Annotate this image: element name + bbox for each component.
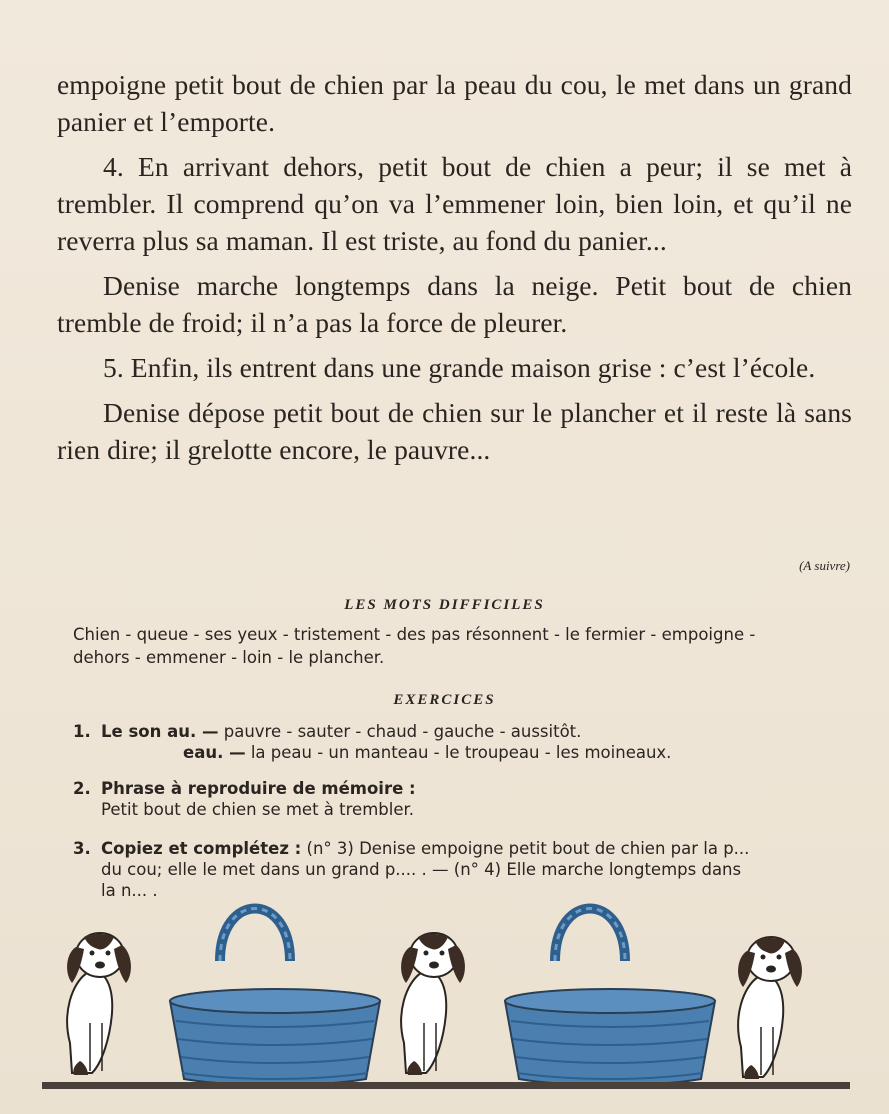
story-paragraph: 4. En arrivant dehors, petit bout de chien a peur; il se met à trembler. Il comprend qu’on va l’emmener loin, bien loin, et qu’il ne reverra plus sa maman. Il est triste, au fond du panier...: [57, 151, 852, 256]
story-paragraph: empoigne petit bout de chien par la peau du cou, le met dans un grand panier et l’emporte.: [57, 69, 852, 137]
story-paragraph: 5. Enfin, ils entrent dans une grande maison grise : c’est l’école.: [103, 352, 816, 383]
exercise-text: la peau - un manteau - le troupeau - les moineaux.: [245, 743, 672, 762]
exercise-text: pauvre - sauter - chaud - gauche - aussitôt.: [218, 722, 582, 741]
to-be-continued-note: (A suivre): [799, 558, 850, 573]
basket-image: [170, 909, 380, 1086]
story-text: [57, 66, 852, 468]
exercise-label: Le son au. —: [101, 722, 219, 741]
puppies-and-baskets-illustration: [0, 895, 889, 1114]
exercise-label: Copiez et complétez :: [101, 839, 302, 858]
difficult-words-heading: LES MOTS DIFFICILES: [344, 597, 545, 613]
exercise-number: 3.: [73, 839, 91, 858]
exercise-number: 1.: [73, 722, 91, 741]
exercise-2: [73, 778, 853, 820]
exercise-text: du cou; elle le met dans un grand p.... . — (n° 4) Elle marche longtemps dans: [101, 860, 742, 879]
exercise-label: eau. —: [183, 743, 246, 762]
exercise-text: la n... .: [101, 881, 158, 900]
basket-image: [505, 909, 715, 1086]
story-paragraph: Denise dépose petit bout de chien sur le plancher et il reste là sans rien dire; il grelotte encore, le pauvre...: [57, 397, 852, 465]
exercise-number: 2.: [73, 779, 91, 798]
exercise-text: (n° 3) Denise empoigne petit bout de chien par la p...: [301, 839, 750, 858]
exercise-label: Phrase à reproduire de mémoire :: [101, 779, 416, 798]
puppy-image: [401, 933, 465, 1075]
exercise-3: [73, 838, 853, 901]
exercises-heading: EXERCICES: [393, 692, 496, 708]
shelf-line: [42, 1082, 850, 1089]
difficult-words-line: dehors - emmener - loin - le plancher.: [73, 648, 385, 667]
puppy-image: [67, 933, 131, 1075]
exercise-1: [73, 721, 853, 763]
puppy-image: [738, 937, 802, 1079]
story-paragraph: Denise marche longtemps dans la neige. Petit bout de chien tremble de froid; il n’a pas la force de pleurer.: [57, 270, 852, 338]
difficult-words-line: Chien - queue - ses yeux - tristement - des pas résonnent - le fermier - empoigne -: [73, 625, 756, 644]
exercise-text: Petit bout de chien se met à trembler.: [101, 800, 414, 819]
